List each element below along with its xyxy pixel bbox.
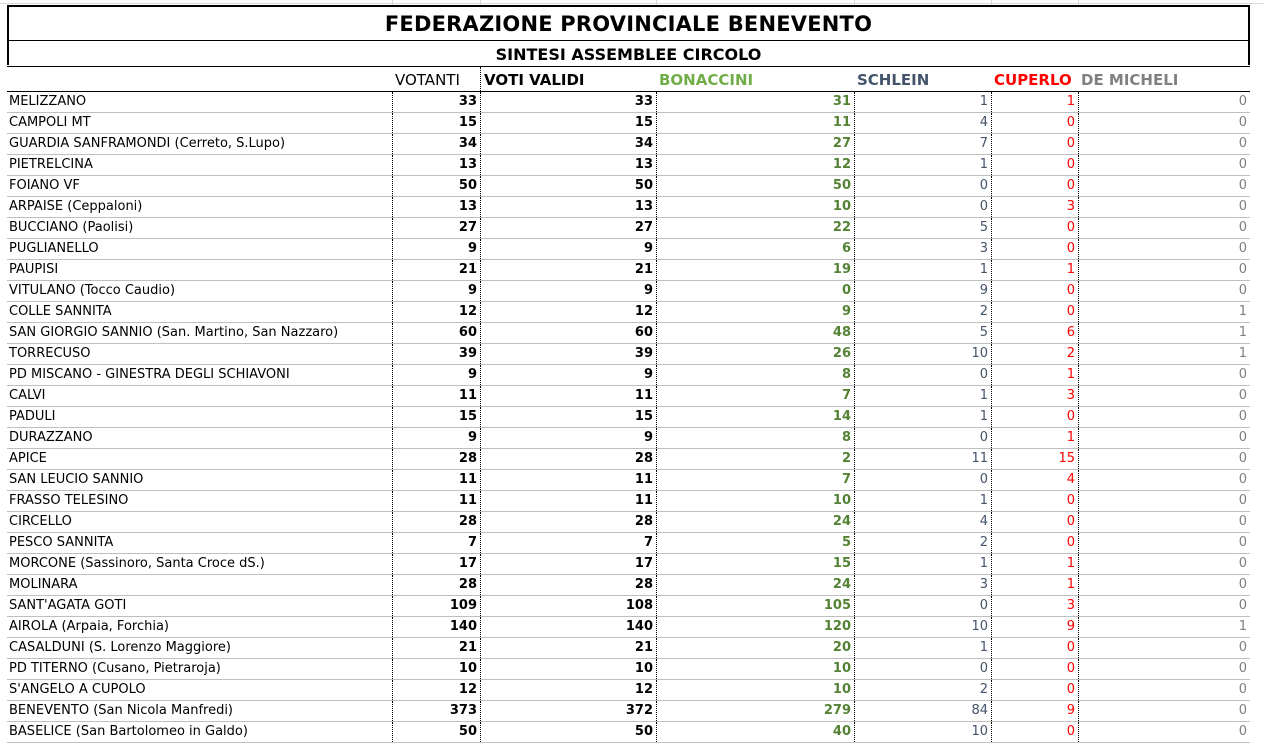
header-de-micheli[interactable]: DE MICHELI — [1081, 71, 1179, 89]
bonaccini-cell[interactable]: 48 — [656, 323, 854, 343]
votanti-cell[interactable]: 28 — [392, 575, 480, 595]
table-row — [7, 428, 1250, 449]
votanti-cell[interactable]: 15 — [392, 407, 480, 427]
de-micheli-cell[interactable]: 0 — [1078, 407, 1250, 427]
de-micheli-cell[interactable]: 0 — [1078, 701, 1250, 721]
cuperlo-cell[interactable]: 0 — [991, 407, 1078, 427]
circolo-name-cell[interactable]: SAN LEUCIO SANNIO — [9, 472, 144, 487]
voti-validi-cell[interactable]: 17 — [480, 554, 656, 574]
voti-validi-cell[interactable]: 9 — [480, 365, 656, 385]
circolo-name-cell[interactable]: TORRECUSO — [9, 346, 91, 361]
table-row — [7, 638, 1250, 659]
bonaccini-cell[interactable]: 40 — [656, 722, 854, 742]
circolo-name-cell[interactable]: GUARDIA SANFRAMONDI (Cerreto, S.Lupo) — [9, 136, 286, 151]
bonaccini-cell[interactable]: 2 — [656, 449, 854, 469]
voti-validi-cell[interactable]: 27 — [480, 218, 656, 238]
bonaccini-cell[interactable]: 9 — [656, 302, 854, 322]
table-row — [7, 407, 1250, 428]
schlein-cell[interactable]: 9 — [854, 281, 991, 301]
bonaccini-cell[interactable]: 120 — [656, 617, 854, 637]
de-micheli-cell[interactable]: 0 — [1078, 554, 1250, 574]
circolo-name-cell[interactable]: MORCONE (Sassinoro, Santa Croce dS.) — [9, 556, 265, 571]
circolo-name-cell[interactable]: PUGLIANELLO — [9, 241, 99, 256]
bonaccini-cell[interactable]: 10 — [656, 680, 854, 700]
voti-validi-cell[interactable]: 15 — [480, 407, 656, 427]
table-row — [7, 722, 1250, 743]
de-micheli-cell[interactable]: 0 — [1078, 113, 1250, 133]
table-row — [7, 449, 1250, 470]
cuperlo-cell[interactable]: 4 — [991, 470, 1078, 490]
bonaccini-cell[interactable]: 14 — [656, 407, 854, 427]
schlein-cell[interactable]: 0 — [854, 176, 991, 196]
votanti-cell[interactable]: 15 — [392, 113, 480, 133]
schlein-cell[interactable]: 5 — [854, 218, 991, 238]
schlein-cell[interactable]: 2 — [854, 533, 991, 553]
de-micheli-cell[interactable]: 0 — [1078, 197, 1250, 217]
voti-validi-cell[interactable]: 34 — [480, 134, 656, 154]
table-row — [7, 260, 1250, 281]
bonaccini-cell[interactable]: 7 — [656, 386, 854, 406]
schlein-cell[interactable]: 1 — [854, 155, 991, 175]
de-micheli-cell[interactable]: 0 — [1078, 470, 1250, 490]
table-row — [7, 323, 1250, 344]
votanti-cell[interactable]: 50 — [392, 176, 480, 196]
bonaccini-cell[interactable]: 31 — [656, 92, 854, 112]
circolo-name-cell[interactable]: AIROLA (Arpaia, Forchia) — [9, 619, 169, 634]
voti-validi-cell[interactable]: 28 — [480, 449, 656, 469]
schlein-cell[interactable]: 0 — [854, 659, 991, 679]
cuperlo-cell[interactable]: 0 — [991, 113, 1078, 133]
table-row — [7, 512, 1250, 533]
schlein-cell[interactable]: 0 — [854, 596, 991, 616]
schlein-cell[interactable]: 4 — [854, 113, 991, 133]
cuperlo-cell[interactable]: 1 — [991, 554, 1078, 574]
voti-validi-cell[interactable]: 11 — [480, 470, 656, 490]
bonaccini-cell[interactable]: 27 — [656, 134, 854, 154]
schlein-cell[interactable]: 5 — [854, 323, 991, 343]
votanti-cell[interactable]: 34 — [392, 134, 480, 154]
circolo-name-cell[interactable]: SAN GIORGIO SANNIO (San. Martino, San Nazzaro) — [9, 325, 339, 340]
header-schlein[interactable]: SCHLEIN — [857, 71, 930, 89]
de-micheli-cell[interactable]: 1 — [1078, 323, 1250, 343]
de-micheli-cell[interactable]: 0 — [1078, 92, 1250, 112]
bonaccini-cell[interactable]: 50 — [656, 176, 854, 196]
bonaccini-cell[interactable]: 22 — [656, 218, 854, 238]
circolo-name-cell[interactable]: CIRCELLO — [9, 514, 72, 529]
circolo-name-cell[interactable]: VITULANO (Tocco Caudio) — [9, 283, 176, 298]
table-row — [7, 218, 1250, 239]
voti-validi-cell[interactable]: 21 — [480, 260, 656, 280]
table-row — [7, 155, 1250, 176]
table-row — [7, 596, 1250, 617]
votanti-cell[interactable]: 13 — [392, 197, 480, 217]
circolo-name-cell[interactable]: PD MISCANO - GINESTRA DEGLI SCHIAVONI — [9, 367, 290, 382]
circolo-name-cell[interactable]: FOIANO VF — [9, 178, 80, 193]
cuperlo-cell[interactable]: 3 — [991, 596, 1078, 616]
cuperlo-cell[interactable]: 0 — [991, 155, 1078, 175]
sheet-subtitle[interactable]: SINTESI ASSEMBLEE CIRCOLO — [495, 44, 762, 64]
bonaccini-cell[interactable]: 24 — [656, 575, 854, 595]
voti-validi-cell[interactable]: 10 — [480, 659, 656, 679]
votanti-cell[interactable]: 11 — [392, 491, 480, 511]
cuperlo-cell[interactable]: 1 — [991, 575, 1078, 595]
schlein-cell[interactable]: 2 — [854, 680, 991, 700]
sheet-title[interactable]: FEDERAZIONE PROVINCIALE BENEVENTO — [9, 7, 1248, 41]
cuperlo-cell[interactable]: 0 — [991, 638, 1078, 658]
results-table — [7, 66, 1250, 743]
circolo-name-cell[interactable]: MOLINARA — [9, 577, 78, 592]
table-row — [7, 617, 1250, 638]
voti-validi-cell[interactable]: 12 — [480, 680, 656, 700]
cuperlo-cell[interactable]: 0 — [991, 659, 1078, 679]
votanti-cell[interactable]: 50 — [392, 722, 480, 742]
header-row — [7, 66, 1250, 92]
de-micheli-cell[interactable]: 0 — [1078, 155, 1250, 175]
schlein-cell[interactable]: 0 — [854, 365, 991, 385]
de-micheli-cell[interactable]: 0 — [1078, 386, 1250, 406]
voti-validi-cell[interactable]: 140 — [480, 617, 656, 637]
de-micheli-cell[interactable]: 0 — [1078, 176, 1250, 196]
circolo-name-cell[interactable]: BENEVENTO (San Nicola Manfredi) — [9, 703, 234, 718]
schlein-cell[interactable]: 0 — [854, 197, 991, 217]
header-voti-validi[interactable]: VOTI VALIDI — [480, 67, 656, 91]
bonaccini-cell[interactable]: 10 — [656, 491, 854, 511]
bonaccini-cell[interactable]: 12 — [656, 155, 854, 175]
gridline — [0, 3, 1264, 4]
bonaccini-cell[interactable]: 24 — [656, 512, 854, 532]
votanti-cell[interactable]: 12 — [392, 680, 480, 700]
cuperlo-cell[interactable]: 9 — [991, 617, 1078, 637]
bonaccini-cell[interactable]: 5 — [656, 533, 854, 553]
bonaccini-cell[interactable]: 7 — [656, 470, 854, 490]
table-row — [7, 92, 1250, 113]
schlein-cell[interactable]: 0 — [854, 470, 991, 490]
de-micheli-cell[interactable]: 0 — [1078, 365, 1250, 385]
de-micheli-cell[interactable]: 1 — [1078, 302, 1250, 322]
votanti-cell[interactable]: 10 — [392, 659, 480, 679]
table-row — [7, 197, 1250, 218]
cuperlo-cell[interactable]: 3 — [991, 386, 1078, 406]
de-micheli-cell[interactable]: 0 — [1078, 659, 1250, 679]
cuperlo-cell[interactable]: 0 — [991, 281, 1078, 301]
cuperlo-cell[interactable]: 0 — [991, 491, 1078, 511]
voti-validi-cell[interactable]: 33 — [480, 92, 656, 112]
de-micheli-cell[interactable]: 0 — [1078, 218, 1250, 238]
circolo-name-cell[interactable]: ARPAISE (Ceppaloni) — [9, 199, 143, 214]
votanti-cell[interactable]: 109 — [392, 596, 480, 616]
de-micheli-cell[interactable]: 0 — [1078, 575, 1250, 595]
voti-validi-cell[interactable]: 21 — [480, 638, 656, 658]
votanti-cell[interactable]: 11 — [392, 386, 480, 406]
votanti-cell[interactable]: 140 — [392, 617, 480, 637]
cuperlo-cell[interactable]: 1 — [991, 365, 1078, 385]
bonaccini-cell[interactable]: 10 — [656, 659, 854, 679]
schlein-cell[interactable]: 3 — [854, 575, 991, 595]
circolo-name-cell[interactable]: S'ANGELO A CUPOLO — [9, 682, 146, 697]
bonaccini-cell[interactable]: 19 — [656, 260, 854, 280]
circolo-name-cell[interactable]: PESCO SANNITA — [9, 535, 114, 550]
table-row — [7, 239, 1250, 260]
votanti-cell[interactable]: 17 — [392, 554, 480, 574]
votanti-cell[interactable]: 9 — [392, 365, 480, 385]
table-row — [7, 134, 1250, 155]
table-row — [7, 701, 1250, 722]
de-micheli-cell[interactable]: 0 — [1078, 512, 1250, 532]
schlein-cell[interactable]: 1 — [854, 407, 991, 427]
circolo-name-cell[interactable]: BASELICE (San Bartolomeo in Galdo) — [9, 724, 248, 739]
circolo-name-cell[interactable]: CAMPOLI MT — [9, 115, 91, 130]
voti-validi-cell[interactable]: 9 — [480, 239, 656, 259]
bonaccini-cell[interactable]: 0 — [656, 281, 854, 301]
de-micheli-cell[interactable]: 0 — [1078, 596, 1250, 616]
voti-validi-cell[interactable]: 9 — [480, 281, 656, 301]
voti-validi-cell[interactable]: 372 — [480, 701, 656, 721]
votanti-cell[interactable]: 9 — [392, 428, 480, 448]
cuperlo-cell[interactable]: 0 — [991, 218, 1078, 238]
votanti-cell[interactable]: 28 — [392, 512, 480, 532]
voti-validi-cell[interactable]: 60 — [480, 323, 656, 343]
circolo-name-cell[interactable]: COLLE SANNITA — [9, 304, 112, 319]
title-block — [7, 5, 1250, 65]
circolo-name-cell[interactable]: DURAZZANO — [9, 430, 93, 445]
schlein-cell[interactable]: 1 — [854, 92, 991, 112]
votanti-cell[interactable]: 60 — [392, 323, 480, 343]
cuperlo-cell[interactable]: 1 — [991, 260, 1078, 280]
de-micheli-cell[interactable]: 0 — [1078, 491, 1250, 511]
schlein-cell[interactable]: 4 — [854, 512, 991, 532]
bonaccini-cell[interactable]: 26 — [656, 344, 854, 364]
cuperlo-cell[interactable]: 6 — [991, 323, 1078, 343]
table-row — [7, 470, 1250, 491]
cuperlo-cell[interactable]: 0 — [991, 722, 1078, 742]
de-micheli-cell[interactable]: 0 — [1078, 638, 1250, 658]
header-bonaccini[interactable]: BONACCINI — [659, 71, 754, 89]
cuperlo-cell[interactable]: 0 — [991, 239, 1078, 259]
schlein-cell[interactable]: 1 — [854, 260, 991, 280]
circolo-name-cell[interactable]: PAUPISI — [9, 262, 59, 277]
schlein-cell[interactable]: 10 — [854, 617, 991, 637]
header-votanti[interactable]: VOTANTI — [395, 71, 460, 89]
cuperlo-cell[interactable]: 15 — [991, 449, 1078, 469]
voti-validi-cell[interactable]: 11 — [480, 386, 656, 406]
bonaccini-cell[interactable]: 10 — [656, 197, 854, 217]
table-row — [7, 302, 1250, 323]
bonaccini-cell[interactable]: 8 — [656, 365, 854, 385]
de-micheli-cell[interactable]: 0 — [1078, 281, 1250, 301]
table-row — [7, 344, 1250, 365]
bonaccini-cell[interactable]: 279 — [656, 701, 854, 721]
circolo-name-cell[interactable]: PIETRELCINA — [9, 157, 93, 172]
voti-validi-cell[interactable]: 11 — [480, 491, 656, 511]
schlein-cell[interactable]: 2 — [854, 302, 991, 322]
cuperlo-cell[interactable]: 0 — [991, 134, 1078, 154]
cuperlo-cell[interactable]: 0 — [991, 680, 1078, 700]
cuperlo-cell[interactable]: 9 — [991, 701, 1078, 721]
voti-validi-cell[interactable]: 50 — [480, 722, 656, 742]
voti-validi-cell[interactable]: 12 — [480, 302, 656, 322]
schlein-cell[interactable]: 1 — [854, 638, 991, 658]
voti-validi-cell[interactable]: 28 — [480, 575, 656, 595]
voti-validi-cell[interactable]: 9 — [480, 428, 656, 448]
votanti-cell[interactable]: 27 — [392, 218, 480, 238]
de-micheli-cell[interactable]: 0 — [1078, 260, 1250, 280]
circolo-name-cell[interactable]: CALVI — [9, 388, 46, 403]
circolo-name-cell[interactable]: PADULI — [9, 409, 56, 424]
cuperlo-cell[interactable]: 0 — [991, 533, 1078, 553]
votanti-cell[interactable]: 39 — [392, 344, 480, 364]
votanti-cell[interactable]: 7 — [392, 533, 480, 553]
cuperlo-cell[interactable]: 0 — [991, 302, 1078, 322]
circolo-name-cell[interactable]: PD TITERNO (Cusano, Pietraroja) — [9, 661, 221, 676]
schlein-cell[interactable]: 0 — [854, 428, 991, 448]
voti-validi-cell[interactable]: 28 — [480, 512, 656, 532]
schlein-cell[interactable]: 10 — [854, 344, 991, 364]
voti-validi-cell[interactable]: 15 — [480, 113, 656, 133]
de-micheli-cell[interactable]: 0 — [1078, 722, 1250, 742]
voti-validi-cell[interactable]: 13 — [480, 155, 656, 175]
table-row — [7, 365, 1250, 386]
votanti-cell[interactable]: 13 — [392, 155, 480, 175]
circolo-name-cell[interactable]: APICE — [9, 451, 47, 466]
votanti-cell[interactable]: 28 — [392, 449, 480, 469]
de-micheli-cell[interactable]: 0 — [1078, 449, 1250, 469]
de-micheli-cell[interactable]: 1 — [1078, 344, 1250, 364]
voti-validi-cell[interactable]: 7 — [480, 533, 656, 553]
bonaccini-cell[interactable]: 105 — [656, 596, 854, 616]
votanti-cell[interactable]: 33 — [392, 92, 480, 112]
votanti-cell[interactable]: 21 — [392, 638, 480, 658]
bonaccini-cell[interactable]: 15 — [656, 554, 854, 574]
circolo-name-cell[interactable]: BUCCIANO (Paolisi) — [9, 220, 134, 235]
cuperlo-cell[interactable]: 1 — [991, 428, 1078, 448]
schlein-cell[interactable]: 10 — [854, 722, 991, 742]
table-row — [7, 554, 1250, 575]
voti-validi-cell[interactable]: 50 — [480, 176, 656, 196]
schlein-cell[interactable]: 7 — [854, 134, 991, 154]
de-micheli-cell[interactable]: 1 — [1078, 617, 1250, 637]
de-micheli-cell[interactable]: 0 — [1078, 428, 1250, 448]
cuperlo-cell[interactable]: 0 — [991, 512, 1078, 532]
votanti-cell[interactable]: 373 — [392, 701, 480, 721]
table-row — [7, 491, 1250, 512]
table-row — [7, 386, 1250, 407]
schlein-cell[interactable]: 3 — [854, 239, 991, 259]
voti-validi-cell[interactable]: 13 — [480, 197, 656, 217]
bonaccini-cell[interactable]: 6 — [656, 239, 854, 259]
schlein-cell[interactable]: 1 — [854, 386, 991, 406]
de-micheli-cell[interactable]: 0 — [1078, 239, 1250, 259]
header-name-cell[interactable] — [7, 67, 392, 91]
votanti-cell[interactable]: 21 — [392, 260, 480, 280]
schlein-cell[interactable]: 84 — [854, 701, 991, 721]
de-micheli-cell[interactable]: 0 — [1078, 680, 1250, 700]
table-body — [7, 92, 1250, 743]
bonaccini-cell[interactable]: 8 — [656, 428, 854, 448]
bonaccini-cell[interactable]: 20 — [656, 638, 854, 658]
circolo-name-cell[interactable]: MELIZZANO — [9, 94, 87, 109]
votanti-cell[interactable]: 12 — [392, 302, 480, 322]
de-micheli-cell[interactable]: 0 — [1078, 134, 1250, 154]
votanti-cell[interactable]: 9 — [392, 281, 480, 301]
cuperlo-cell[interactable]: 0 — [991, 176, 1078, 196]
de-micheli-cell[interactable]: 0 — [1078, 533, 1250, 553]
cuperlo-cell[interactable]: 3 — [991, 197, 1078, 217]
schlein-cell[interactable]: 11 — [854, 449, 991, 469]
votanti-cell[interactable]: 11 — [392, 470, 480, 490]
table-row — [7, 575, 1250, 596]
table-row — [7, 113, 1250, 134]
circolo-name-cell[interactable]: SANT'AGATA GOTI — [9, 598, 127, 613]
header-cuperlo[interactable]: CUPERLO — [994, 71, 1072, 89]
table-row — [7, 533, 1250, 554]
table-row — [7, 281, 1250, 302]
voti-validi-cell[interactable]: 108 — [480, 596, 656, 616]
schlein-cell[interactable]: 1 — [854, 554, 991, 574]
cuperlo-cell[interactable]: 1 — [991, 92, 1078, 112]
table-row — [7, 659, 1250, 680]
table-row — [7, 680, 1250, 701]
cuperlo-cell[interactable]: 2 — [991, 344, 1078, 364]
circolo-name-cell[interactable]: FRASSO TELESINO — [9, 493, 129, 508]
votanti-cell[interactable]: 9 — [392, 239, 480, 259]
schlein-cell[interactable]: 1 — [854, 491, 991, 511]
bonaccini-cell[interactable]: 11 — [656, 113, 854, 133]
voti-validi-cell[interactable]: 39 — [480, 344, 656, 364]
table-row — [7, 176, 1250, 197]
circolo-name-cell[interactable]: CASALDUNI (S. Lorenzo Maggiore) — [9, 640, 231, 655]
